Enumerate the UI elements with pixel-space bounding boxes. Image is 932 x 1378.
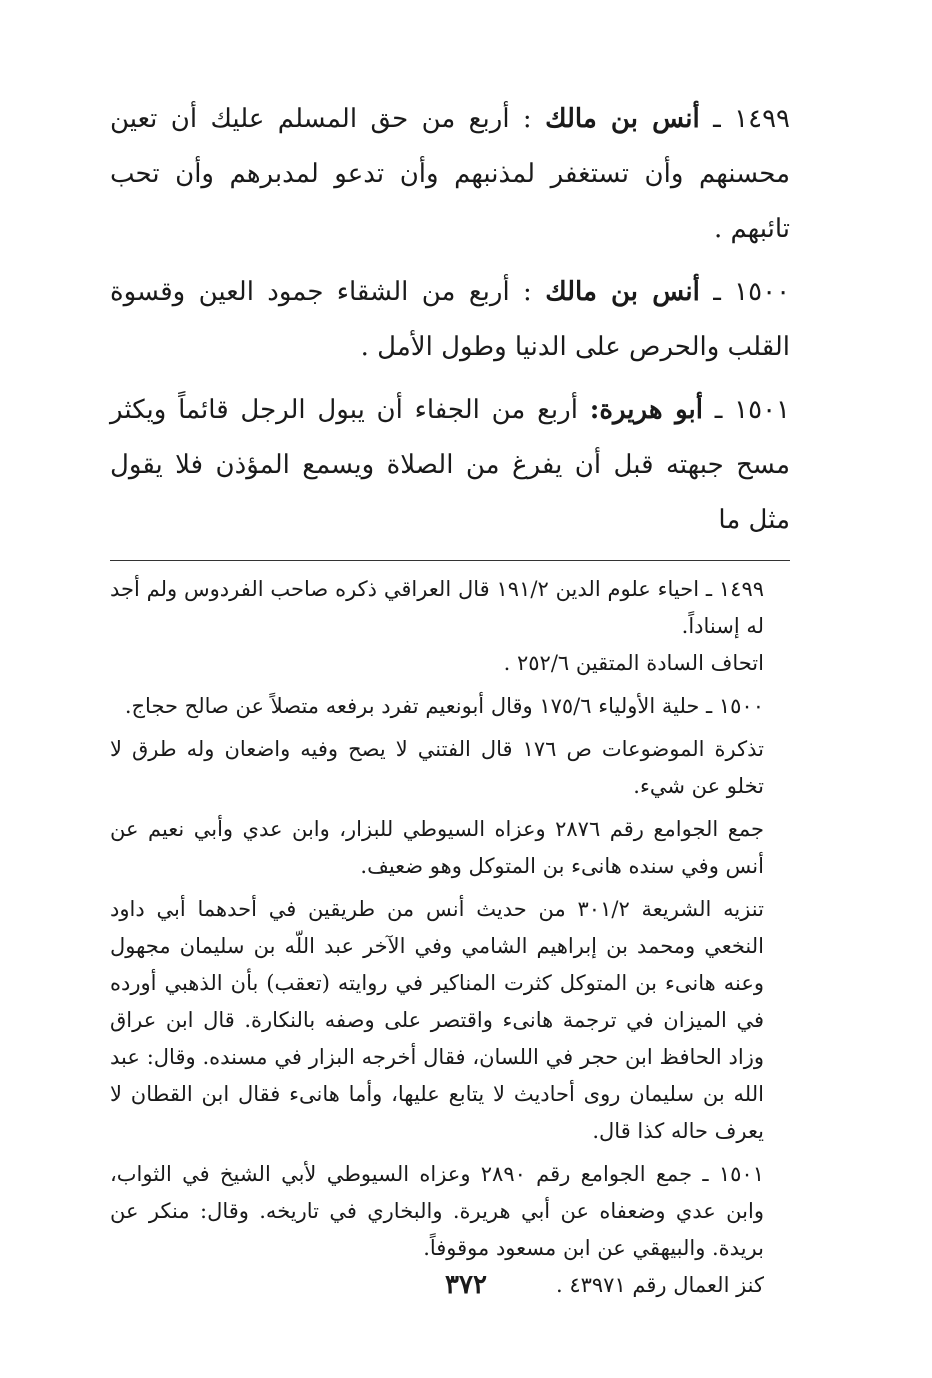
main-text	[110, 92, 790, 548]
entry-number: ١٥٠١ ـ	[714, 395, 791, 425]
footnote-jam-jawami	[110, 811, 790, 885]
footnote-paragraph: كنز العمال رقم ٤٣٩٧١ .	[555, 1273, 764, 1297]
entry-text: أربع من الجفاء أن يبول الرجل قائماً ويكثر مسح جبهته قبل أن يفرغ من الصلاة ويسمع المؤذن فلا يقول مثل ما	[110, 395, 790, 535]
footnote-paragraph: ١٥٠٠ ـ حلية الأولياء ١٧٥/٦ وقال أبونعيم تفرد برفعه متصلاً عن صالح حجاج.	[124, 694, 764, 718]
entry-narrator: أبو هريرة:	[589, 395, 704, 425]
entry-narrator: أنس بن مالك	[545, 104, 700, 134]
hadith-entry-1499	[110, 92, 790, 257]
footnote-paragraph: اتحاف السادة المتقين ٢٥٢/٦ .	[503, 651, 764, 675]
footnote-paragraph: ١٥٠١ ـ جمع الجوامع رقم ٢٨٩٠ وعزاه السيوطي لأبي الشيخ في الثواب، وابن عدي وضعفاه عن أبي هريرة. والبخاري في تاريخه. وقال: منكر عن بريدة. والبيهقي عن ابن مسعود موقوفاً.	[110, 1162, 764, 1260]
entry-number: ١٤٩٩ ـ	[713, 104, 791, 134]
hadith-entry-1500	[110, 265, 790, 375]
footnote-tadhkira	[110, 731, 790, 805]
page-number: ٣٧٢	[445, 1270, 487, 1300]
entry-narrator: أنس بن مالك	[545, 277, 700, 307]
footnote-1500	[110, 688, 790, 725]
entry-number: ١٥٠٠ ـ	[713, 277, 791, 307]
footnote-1499	[110, 571, 790, 682]
footnote-paragraph: تذكرة الموضوعات ص ١٧٦ قال الفتني لا يصح وفيه واضعان وله طرق لا تخلو عن شيء.	[110, 737, 764, 798]
footnote-paragraph: جمع الجوامع رقم ٢٨٧٦ وعزاه السيوطي للبزار، وابن عدي وأبي نعيم عن أنس وفي سنده هانىء بن المتوكل وهو ضعيف.	[110, 817, 764, 878]
hadith-entry-1501	[110, 383, 790, 548]
footnote-paragraph: ١٤٩٩ ـ احياء علوم الدين ١٩١/٢ قال العراقي ذكره صاحب الفردوس ولم أجد له إسناداً.	[110, 577, 765, 638]
footnote-paragraph: تنزيه الشريعة ٣٠١/٢ من حديث أنس من طريقين في أحدهما أبي داود النخعي ومحمد بن إبراهيم الشامي وفي الآخر عبد اللّه بن سليمان مجهول وعنه هانىء بن المتوكل كثرت المناكير في روايته (تعقب) بأن الذهبي أورده في الميزان في ترجمة هانىء واقتصر على وصفه بالنكارة. قال ابن عراق وزاد الحافظ ابن حجر في اللسان، فقال أخرجه البزار في مسنده. وقال: عبد الله بن سليمان روى أحاديث لا يتابع عليها، وأما هانىء فقال ابن القطان لا يعرف حاله كذا قال.	[110, 897, 764, 1143]
footnote-divider	[110, 560, 790, 561]
entry-text: : أربع من الشقاء جمود العين وقسوة القلب والحرص على الدنيا وطول الأمل .	[110, 277, 790, 362]
footnotes	[110, 571, 790, 1304]
entry-text: : أربع من حق المسلم عليك أن تعين محسنهم وأن تستغفر لمذنبهم وأن تدعو لمدبرهم وأن تحب تائبهم .	[110, 104, 790, 244]
page-body	[110, 92, 790, 1310]
footnote-tanzih	[110, 891, 790, 1150]
